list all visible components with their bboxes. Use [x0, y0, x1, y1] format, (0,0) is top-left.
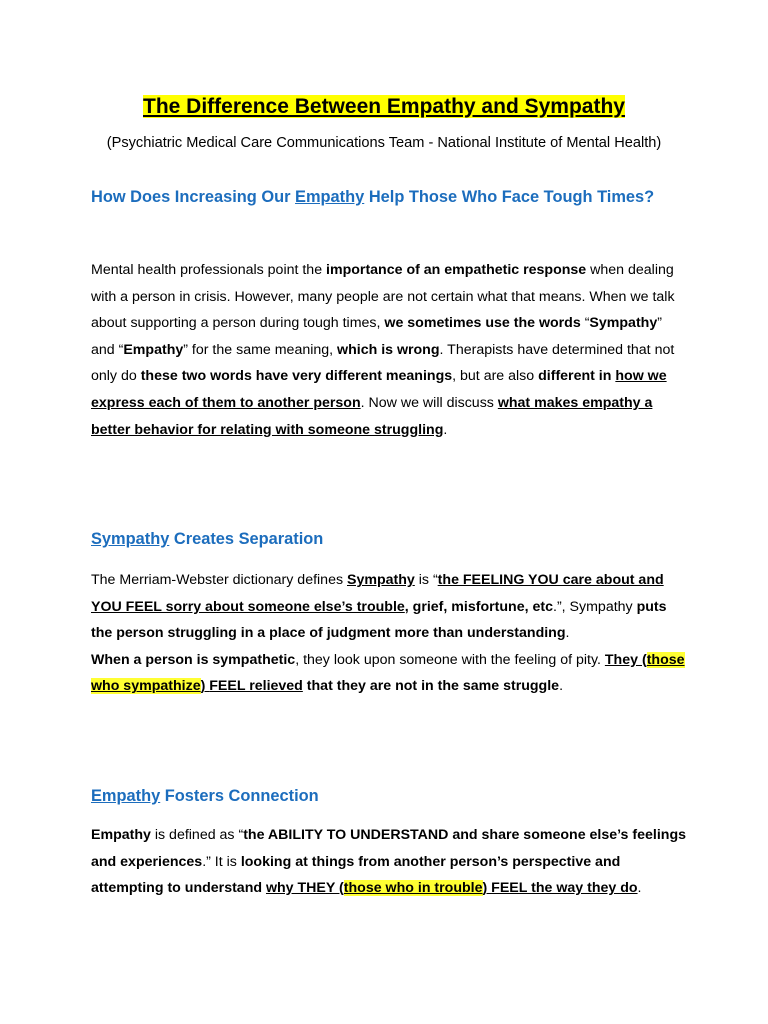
- bold-run: that they are not in the same struggle: [302, 678, 560, 695]
- highlighted-run: those who sympathize: [91, 651, 685, 695]
- bold-run: puts the person struggling in a place of judgment more than understanding: [91, 598, 667, 642]
- text-run: ,: [329, 341, 338, 358]
- section3-paragraph: [91, 822, 686, 902]
- bold-run: which is wrong: [337, 341, 440, 358]
- highlighted-run: those who in trouble: [343, 880, 483, 897]
- text-run: when dealing with a person in crisis. However, many people are not certain what that means. When we talk about supporting a person during tough times,: [91, 262, 675, 332]
- bold-underline-run: FEEL relieved: [209, 678, 303, 695]
- text-run: , but are also: [452, 368, 539, 385]
- heading-text: Creates Separation: [169, 530, 324, 548]
- text-run: . Therapists have determined that not only do: [91, 341, 675, 385]
- document-subtitle: (Psychiatric Medical Care Communications Team - National Institute of Mental Health): [106, 135, 662, 151]
- bold-run: different in: [538, 368, 616, 385]
- bold-underline-run: Sympathy: [347, 572, 415, 588]
- bold-underline-run: why THEY (: [265, 880, 344, 897]
- bold-run: we sometimes use the words: [384, 315, 585, 332]
- bold-run: importance of an empathetic response: [326, 262, 587, 278]
- heading-keyword-sympathy: Sympathy: [91, 530, 170, 548]
- bold-underline-run: ): [200, 678, 210, 695]
- bold-run: Empathy: [123, 341, 184, 358]
- bold-underline-run: ) FEEL the way they do: [482, 880, 638, 897]
- document-title: [0, 93, 768, 121]
- text-run: is defined as “: [150, 827, 244, 843]
- bold-underline-run: They: [604, 651, 639, 668]
- bold-run: Empathy: [91, 827, 151, 843]
- text-run: .: [565, 625, 570, 642]
- bold-underline-run: how we express each of them to another person: [91, 368, 667, 411]
- bold-run: , grief, misfortune, etc: [404, 598, 553, 615]
- section1-paragraph: [91, 257, 686, 443]
- text-run: .: [559, 678, 564, 695]
- text-run: , they look upon someone with the feeling of pity.: [295, 651, 605, 668]
- text-run: ” and “: [91, 315, 662, 358]
- heading-text: How Does Increasing Our: [91, 188, 296, 206]
- text-run: .” It is: [202, 853, 241, 870]
- bold-run: Sympathy: [589, 315, 658, 332]
- heading-keyword-empathy: Empathy: [91, 787, 161, 805]
- text-run: ” for the same meaning: [183, 341, 330, 358]
- section-heading-sympathy: [91, 524, 691, 554]
- bold-run: the ABILITY TO UNDERSTAND and share someone else’s feelings and experiences: [91, 827, 687, 870]
- text-run: .: [637, 880, 642, 897]
- bold-underline-run: (: [638, 651, 647, 668]
- heading-text: Help Those Who Face Tough Times?: [364, 188, 655, 206]
- bold-underline-run: what makes empathy a better behavior for relating with someone struggling: [91, 394, 653, 438]
- document-title-text: The Difference Between Empathy and Sympathy: [143, 95, 625, 118]
- heading-keyword-empathy: Empathy: [295, 188, 365, 206]
- heading-text: Fosters Connection: [160, 787, 319, 805]
- text-run: “: [584, 315, 590, 332]
- bold-run: looking at things from another person’s perspective and attempting to understand: [91, 853, 621, 897]
- section-heading-empathy-help: [91, 182, 691, 212]
- text-run: Mental health professionals point the: [91, 262, 327, 278]
- bold-run: these two words have very different meanings: [140, 368, 453, 385]
- bold-run: When a person is sympathetic: [91, 651, 296, 668]
- text-run: .: [443, 421, 448, 438]
- text-run: The Merriam-Webster dictionary defines: [91, 572, 347, 588]
- text-run: is “: [414, 572, 438, 588]
- section-heading-empathy: [91, 781, 691, 811]
- bold-underline-run: the FEELING YOU care about and YOU FEEL sorry about someone else’s trouble: [91, 572, 664, 615]
- section2-paragraph: [91, 567, 686, 700]
- text-run: .”, Sympathy: [553, 598, 637, 615]
- text-run: . Now we will discuss: [360, 394, 498, 411]
